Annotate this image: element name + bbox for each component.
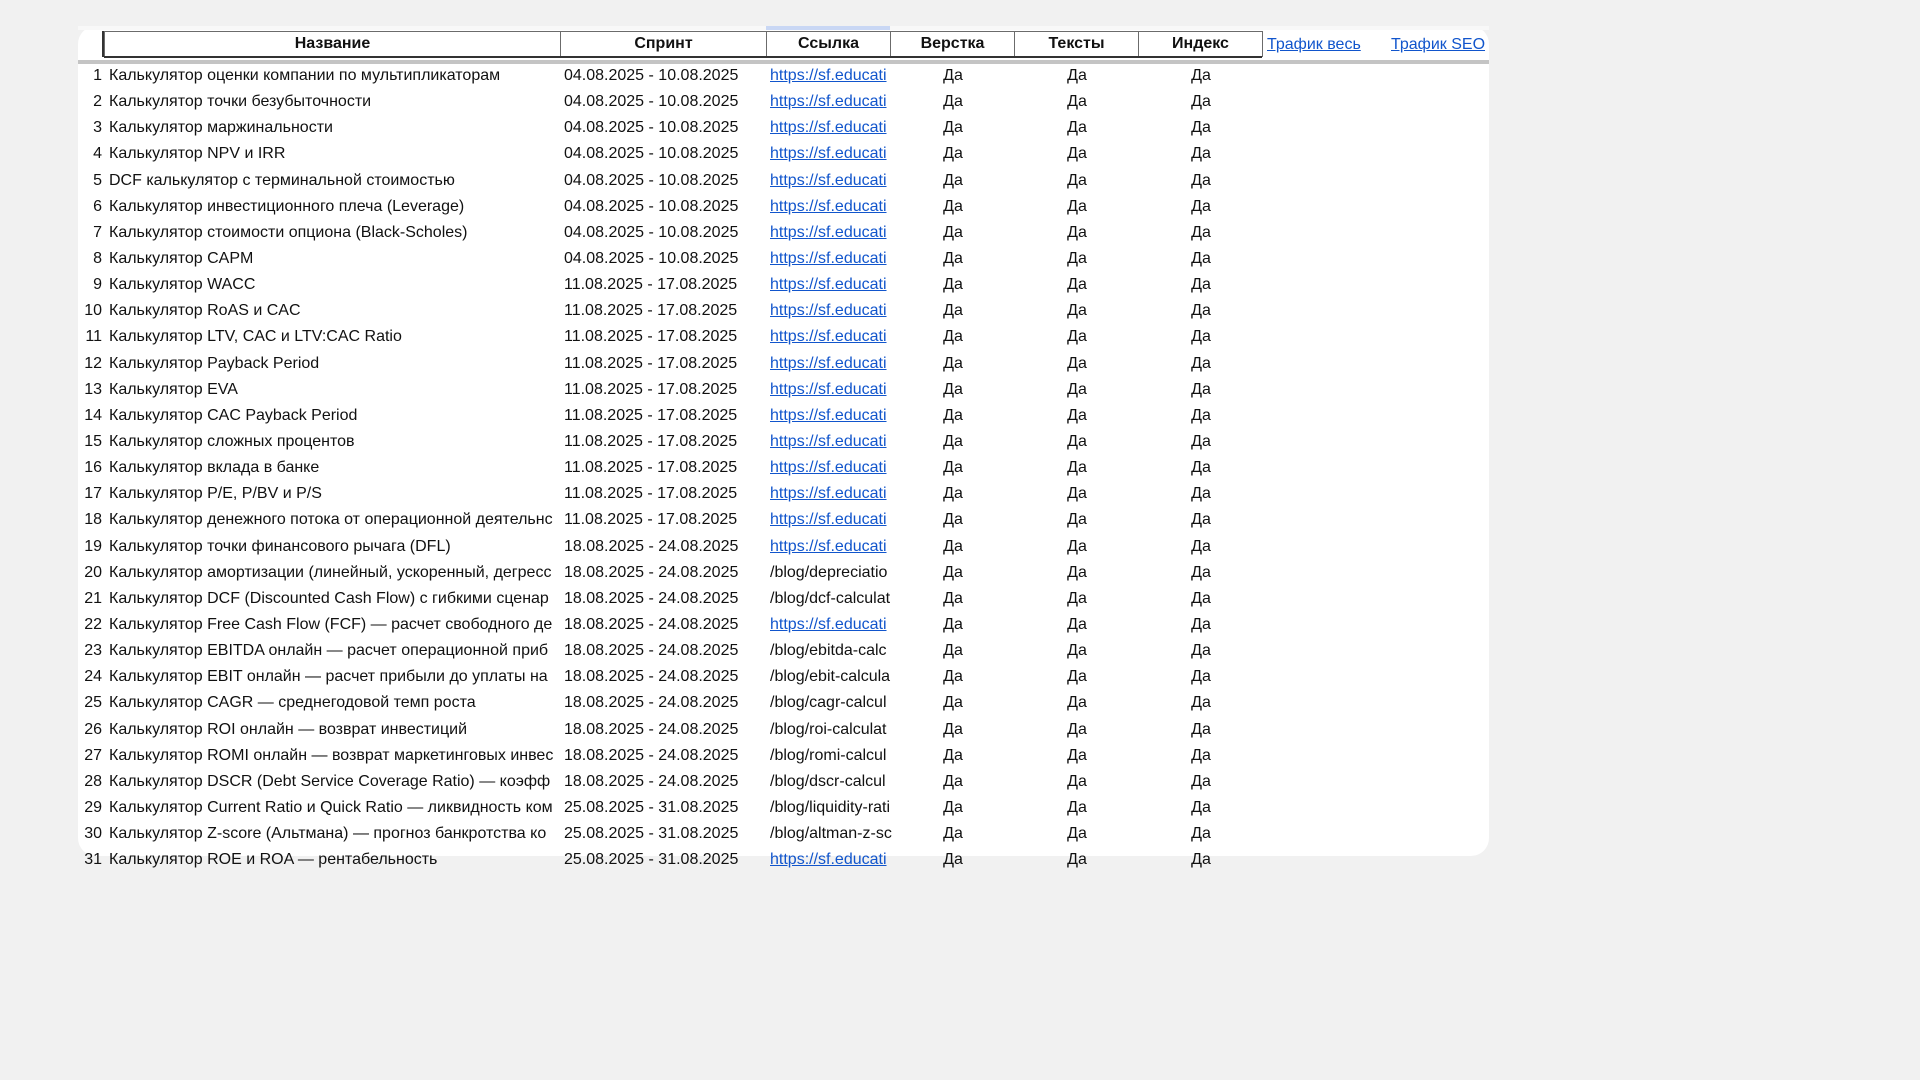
cell-texts[interactable]: Да: [1067, 171, 1087, 189]
cell-markup[interactable]: Да: [943, 511, 963, 529]
cell-link-url[interactable]: https://sf.educati: [770, 328, 887, 346]
cell-texts[interactable]: Да: [1067, 589, 1087, 607]
cell-name[interactable]: Калькулятор сложных процентов: [109, 432, 355, 450]
table-row[interactable]: [78, 272, 1489, 298]
cell-name[interactable]: Калькулятор амортизации (линейный, ускоренный, дегресс: [109, 563, 552, 581]
cell-name[interactable]: Калькулятор EVA: [109, 380, 238, 398]
row-number: 12: [84, 354, 102, 372]
cell-sprint[interactable]: 11.08.2025 - 17.08.2025: [564, 511, 738, 529]
cell-markup[interactable]: Да: [943, 432, 963, 450]
table-row[interactable]: [78, 586, 1489, 612]
cell-texts[interactable]: Да: [1067, 354, 1087, 372]
cell-sprint[interactable]: 11.08.2025 - 17.08.2025: [564, 302, 738, 320]
cell-link-url[interactable]: https://sf.educati: [770, 171, 887, 189]
table-row[interactable]: [78, 63, 1489, 89]
table-row[interactable]: [78, 141, 1489, 167]
cell-index[interactable]: Да: [1191, 328, 1211, 346]
cell-markup[interactable]: Да: [943, 485, 963, 503]
cell-markup[interactable]: Да: [943, 563, 963, 581]
cell-sprint[interactable]: 04.08.2025 - 10.08.2025: [564, 171, 739, 189]
row-number: 9: [93, 276, 102, 294]
cell-sprint[interactable]: 18.08.2025 - 24.08.2025: [564, 589, 739, 607]
cell-markup[interactable]: Да: [943, 772, 963, 790]
cell-sprint[interactable]: 11.08.2025 - 17.08.2025: [564, 459, 738, 477]
table-row[interactable]: [78, 847, 1489, 873]
cell-name[interactable]: Калькулятор CAPM: [109, 249, 254, 267]
cell-sprint[interactable]: 18.08.2025 - 24.08.2025: [564, 772, 739, 790]
row-number: 24: [84, 668, 102, 686]
cell-sprint[interactable]: 04.08.2025 - 10.08.2025: [564, 119, 739, 137]
cell-index[interactable]: Да: [1191, 798, 1211, 816]
cell-index[interactable]: Да: [1191, 302, 1211, 320]
cell-link-url[interactable]: https://sf.educati: [770, 249, 887, 267]
row-number: 22: [84, 615, 102, 633]
cell-sprint[interactable]: 11.08.2025 - 17.08.2025: [564, 380, 738, 398]
cell-link-url[interactable]: https://sf.educati: [770, 223, 887, 241]
cell-markup[interactable]: Да: [943, 302, 963, 320]
cell-texts[interactable]: Да: [1067, 328, 1087, 346]
table-row[interactable]: [78, 821, 1489, 847]
cell-index[interactable]: Да: [1191, 485, 1211, 503]
cell-index[interactable]: Да: [1191, 746, 1211, 764]
cell-name[interactable]: Калькулятор ROMI онлайн — возврат маркетинговых инвес: [109, 746, 554, 764]
cell-texts[interactable]: Да: [1067, 825, 1087, 843]
cell-index[interactable]: Да: [1191, 642, 1211, 660]
row-number: 16: [84, 459, 102, 477]
row-number: 31: [84, 851, 102, 869]
cell-markup[interactable]: Да: [943, 798, 963, 816]
cell-link-path[interactable]: /blog/liquidity-rati: [770, 798, 891, 816]
row-number: 11: [85, 328, 102, 346]
cell-sprint[interactable]: 25.08.2025 - 31.08.2025: [564, 851, 739, 869]
cell-sprint[interactable]: 18.08.2025 - 24.08.2025: [564, 615, 739, 633]
cell-index[interactable]: Да: [1191, 119, 1211, 137]
cell-markup[interactable]: Да: [943, 197, 963, 215]
cell-texts[interactable]: Да: [1067, 119, 1087, 137]
cell-name[interactable]: Калькулятор Free Cash Flow (FCF) — расчет свободного де: [109, 615, 553, 633]
cell-link-url[interactable]: https://sf.educati: [770, 406, 887, 424]
cell-link-url[interactable]: https://sf.educati: [770, 145, 887, 163]
cell-name[interactable]: Калькулятор DSCR (Debt Service Coverage Ratio) — коэфф: [109, 772, 551, 790]
cell-link-url[interactable]: https://sf.educati: [770, 93, 887, 111]
cell-markup[interactable]: Да: [943, 93, 963, 111]
cell-name[interactable]: Калькулятор инвестиционного плеча (Leverage): [109, 197, 465, 215]
cell-sprint[interactable]: 04.08.2025 - 10.08.2025: [564, 93, 739, 111]
row-number: 13: [84, 380, 102, 398]
header-markup[interactable]: Верстка: [890, 31, 1015, 57]
cell-texts[interactable]: Да: [1067, 276, 1087, 294]
cell-link-path[interactable]: /blog/dcf-calculat: [770, 589, 891, 607]
cell-markup[interactable]: Да: [943, 223, 963, 241]
cell-name[interactable]: Калькулятор EBIT онлайн — расчет прибыли до уплаты на: [109, 668, 548, 686]
cell-index[interactable]: Да: [1191, 825, 1211, 843]
cell-markup[interactable]: Да: [943, 851, 963, 869]
table-row[interactable]: [78, 168, 1489, 194]
cell-name[interactable]: Калькулятор P/E, P/BV и P/S: [109, 485, 322, 503]
cell-name[interactable]: Калькулятор денежного потока от операционной деятельнс: [109, 511, 553, 529]
cell-texts[interactable]: Да: [1067, 563, 1087, 581]
cell-texts[interactable]: Да: [1067, 851, 1087, 869]
cell-link-path[interactable]: /blog/romi-calcul: [770, 746, 887, 764]
cell-link-path[interactable]: /blog/altman-z-sc: [770, 825, 892, 843]
cell-sprint[interactable]: 04.08.2025 - 10.08.2025: [564, 223, 739, 241]
cell-link-url[interactable]: https://sf.educati: [770, 537, 887, 555]
cell-sprint[interactable]: 18.08.2025 - 24.08.2025: [564, 668, 739, 686]
row-number: 1: [93, 67, 102, 84]
cell-name[interactable]: Калькулятор точки финансового рычага (DFL): [109, 537, 451, 555]
cell-index[interactable]: Да: [1191, 93, 1211, 111]
cell-sprint[interactable]: 18.08.2025 - 24.08.2025: [564, 746, 739, 764]
cell-markup[interactable]: Да: [943, 642, 963, 660]
header-row: [78, 31, 1489, 61]
cell-name[interactable]: Калькулятор Z-score (Альтмана) — прогноз банкротства ко: [109, 825, 547, 843]
table-row[interactable]: [78, 769, 1489, 795]
cell-index[interactable]: Да: [1191, 589, 1211, 607]
header-name[interactable]: Название: [104, 31, 561, 57]
header-traffic-seo-link[interactable]: Трафик SEO: [1391, 36, 1486, 53]
cell-texts[interactable]: Да: [1067, 615, 1087, 633]
row-number-corner: [78, 31, 104, 57]
cell-sprint[interactable]: 18.08.2025 - 24.08.2025: [564, 537, 739, 555]
cell-texts[interactable]: Да: [1067, 668, 1087, 686]
table-row[interactable]: [78, 795, 1489, 821]
cell-index[interactable]: Да: [1191, 406, 1211, 424]
row-number: 26: [84, 720, 102, 738]
cell-markup[interactable]: Да: [943, 171, 963, 189]
cell-markup[interactable]: Да: [943, 328, 963, 346]
cell-texts[interactable]: Да: [1067, 798, 1087, 816]
cell-markup[interactable]: Да: [943, 459, 963, 477]
cell-sprint[interactable]: 18.08.2025 - 24.08.2025: [564, 642, 739, 660]
cell-sprint[interactable]: 04.08.2025 - 10.08.2025: [564, 197, 739, 215]
row-number: 27: [84, 746, 102, 764]
cell-index[interactable]: Да: [1191, 223, 1211, 241]
table-row[interactable]: [78, 612, 1489, 638]
cell-name[interactable]: Калькулятор ROE и ROA — рентабельность: [109, 851, 438, 869]
cell-markup[interactable]: Да: [943, 668, 963, 686]
cell-texts[interactable]: Да: [1067, 511, 1087, 529]
cell-name[interactable]: DCF калькулятор с терминальной стоимостью: [109, 171, 455, 189]
table-row[interactable]: [78, 89, 1489, 115]
cell-texts[interactable]: Да: [1067, 694, 1087, 712]
cell-texts[interactable]: Да: [1067, 197, 1087, 215]
table-row[interactable]: [78, 403, 1489, 429]
cell-index[interactable]: Да: [1191, 537, 1211, 555]
cell-name[interactable]: Калькулятор Payback Period: [109, 354, 320, 372]
cell-link-path[interactable]: /blog/depreciatio: [770, 563, 888, 581]
header-index[interactable]: Индекс: [1138, 31, 1263, 57]
cell-markup[interactable]: Да: [943, 825, 963, 843]
cell-name[interactable]: Калькулятор LTV, CAC и LTV:CAC Ratio: [109, 328, 402, 346]
spreadsheet: [78, 26, 1489, 869]
cell-markup[interactable]: Да: [943, 119, 963, 137]
table-row[interactable]: [78, 298, 1489, 324]
cell-index[interactable]: Да: [1191, 145, 1211, 163]
cell-index[interactable]: Да: [1191, 511, 1211, 529]
row-number: 3: [93, 119, 102, 137]
cell-name[interactable]: Калькулятор Current Ratio и Quick Ratio — ликвидность ком: [109, 798, 553, 816]
table-body: [78, 63, 1489, 873]
cell-index[interactable]: Да: [1191, 851, 1211, 869]
row-number: 28: [84, 772, 102, 790]
cell-link-url[interactable]: https://sf.educati: [770, 276, 887, 294]
table-row[interactable]: [78, 324, 1489, 350]
cell-link-url[interactable]: https://sf.educati: [770, 511, 887, 529]
cell-markup[interactable]: Да: [943, 406, 963, 424]
cell-texts[interactable]: Да: [1067, 93, 1087, 111]
cell-sprint[interactable]: 04.08.2025 - 10.08.2025: [564, 67, 739, 84]
row-number: 17: [84, 485, 102, 503]
table-row[interactable]: [78, 717, 1489, 743]
cell-texts[interactable]: Да: [1067, 302, 1087, 320]
row-number: 29: [84, 798, 102, 816]
cell-texts[interactable]: Да: [1067, 145, 1087, 163]
cell-link-url[interactable]: https://sf.educati: [770, 485, 887, 503]
row-number: 20: [84, 563, 102, 581]
table-row[interactable]: [78, 220, 1489, 246]
column-header-strip: [78, 26, 1489, 30]
cell-link-path[interactable]: /blog/ebitda-calc: [770, 642, 887, 660]
row-number: 8: [93, 249, 102, 267]
cell-link-url[interactable]: https://sf.educati: [770, 302, 887, 320]
cell-link-url[interactable]: https://sf.educati: [770, 354, 887, 372]
row-number: 14: [84, 406, 102, 424]
header-sprint[interactable]: Спринт: [560, 31, 767, 57]
cell-texts[interactable]: Да: [1067, 249, 1087, 267]
table-row[interactable]: [78, 560, 1489, 586]
cell-sprint[interactable]: 11.08.2025 - 17.08.2025: [564, 354, 738, 372]
cell-sprint[interactable]: 11.08.2025 - 17.08.2025: [564, 328, 738, 346]
cell-sprint[interactable]: 11.08.2025 - 17.08.2025: [564, 276, 738, 294]
cell-index[interactable]: Да: [1191, 171, 1211, 189]
row-number: 10: [84, 302, 102, 320]
table-row[interactable]: [78, 429, 1489, 455]
cell-index[interactable]: Да: [1191, 197, 1211, 215]
row-number: 15: [84, 432, 102, 450]
table-row[interactable]: [78, 351, 1489, 377]
cell-link-path[interactable]: /blog/dscr-calcul: [770, 772, 886, 790]
cell-texts[interactable]: Да: [1067, 223, 1087, 241]
table-row[interactable]: [78, 534, 1489, 560]
cell-name[interactable]: Калькулятор маржинальности: [109, 119, 333, 137]
cell-texts[interactable]: Да: [1067, 67, 1087, 84]
cell-sprint[interactable]: 11.08.2025 - 17.08.2025: [564, 432, 738, 450]
cell-texts[interactable]: Да: [1067, 406, 1087, 424]
cell-texts[interactable]: Да: [1067, 432, 1087, 450]
cell-link-path[interactable]: /blog/cagr-calcul: [770, 694, 887, 712]
cell-texts[interactable]: Да: [1067, 537, 1087, 555]
table-row[interactable]: [78, 377, 1489, 403]
cell-markup[interactable]: Да: [943, 589, 963, 607]
table-row[interactable]: [78, 115, 1489, 141]
cell-name[interactable]: Калькулятор WACC: [109, 276, 256, 294]
table-row[interactable]: [78, 743, 1489, 769]
cell-texts[interactable]: Да: [1067, 380, 1087, 398]
cell-index[interactable]: Да: [1191, 67, 1211, 84]
cell-link-url[interactable]: https://sf.educati: [770, 380, 887, 398]
cell-sprint[interactable]: 04.08.2025 - 10.08.2025: [564, 145, 739, 163]
row-number: 25: [84, 694, 102, 712]
row-number: 6: [93, 197, 102, 215]
header-traffic-all-link[interactable]: Трафик весь: [1267, 36, 1361, 53]
cell-sprint[interactable]: 18.08.2025 - 24.08.2025: [564, 563, 739, 581]
cell-index[interactable]: Да: [1191, 694, 1211, 712]
cell-sprint[interactable]: 18.08.2025 - 24.08.2025: [564, 694, 739, 712]
header-texts[interactable]: Тексты: [1014, 31, 1139, 57]
cell-index[interactable]: Да: [1191, 249, 1211, 267]
cell-index[interactable]: Да: [1191, 276, 1211, 294]
cell-name[interactable]: Калькулятор стоимости опциона (Black-Scholes): [109, 223, 468, 241]
cell-index[interactable]: Да: [1191, 668, 1211, 686]
cell-sprint[interactable]: 11.08.2025 - 17.08.2025: [564, 406, 738, 424]
row-number: 4: [93, 145, 102, 163]
cell-link-url[interactable]: https://sf.educati: [770, 432, 887, 450]
cell-markup[interactable]: Да: [943, 746, 963, 764]
row-number: 30: [84, 825, 102, 843]
cell-link-path[interactable]: /blog/ebit-calcula: [770, 668, 891, 686]
cell-link-url[interactable]: https://sf.educati: [770, 119, 887, 137]
table-row[interactable]: [78, 455, 1489, 481]
row-number: 18: [84, 511, 102, 529]
cell-texts[interactable]: Да: [1067, 720, 1087, 738]
table-row[interactable]: [78, 638, 1489, 664]
cell-texts[interactable]: Да: [1067, 485, 1087, 503]
cell-link-url[interactable]: https://sf.educati: [770, 67, 887, 84]
cell-markup[interactable]: Да: [943, 67, 963, 84]
row-number: 21: [84, 589, 102, 607]
row-number: 5: [93, 171, 102, 189]
cell-texts[interactable]: Да: [1067, 772, 1087, 790]
cell-index[interactable]: Да: [1191, 772, 1211, 790]
cell-markup[interactable]: Да: [943, 615, 963, 633]
table-row[interactable]: [78, 664, 1489, 690]
cell-sprint[interactable]: 25.08.2025 - 31.08.2025: [564, 798, 739, 816]
cell-sprint[interactable]: 18.08.2025 - 24.08.2025: [564, 720, 739, 738]
cell-markup[interactable]: Да: [943, 354, 963, 372]
cell-index[interactable]: Да: [1191, 563, 1211, 581]
cell-sprint[interactable]: 11.08.2025 - 17.08.2025: [564, 485, 738, 503]
table-row[interactable]: [78, 507, 1489, 533]
cell-name[interactable]: Калькулятор ROI онлайн — возврат инвестиций: [109, 720, 468, 738]
cell-name[interactable]: Калькулятор точки безубыточности: [109, 93, 372, 111]
cell-index[interactable]: Да: [1191, 459, 1211, 477]
row-number: 7: [93, 223, 102, 241]
cell-name[interactable]: Калькулятор NPV и IRR: [109, 145, 286, 163]
cell-name[interactable]: Калькулятор CAGR — среднегодовой темп роста: [109, 694, 476, 712]
row-number: 23: [84, 642, 102, 660]
cell-link-url[interactable]: https://sf.educati: [770, 851, 887, 869]
table-row[interactable]: [78, 481, 1489, 507]
cell-markup[interactable]: Да: [943, 145, 963, 163]
selected-column-indicator: [766, 26, 890, 30]
cell-name[interactable]: Калькулятор EBITDA онлайн — расчет операционной приб: [109, 642, 549, 660]
cell-markup[interactable]: Да: [943, 694, 963, 712]
cell-index[interactable]: Да: [1191, 354, 1211, 372]
cell-name[interactable]: Калькулятор CAC Payback Period: [109, 406, 358, 424]
cell-sprint[interactable]: 04.08.2025 - 10.08.2025: [564, 249, 739, 267]
cell-name[interactable]: Калькулятор DCF (Discounted Cash Flow) с гибкими сценар: [109, 589, 549, 607]
cell-link-url[interactable]: https://sf.educati: [770, 615, 887, 633]
header-bottom-border: [104, 56, 1262, 58]
cell-markup[interactable]: Да: [943, 720, 963, 738]
cell-name[interactable]: Калькулятор оценки компании по мультипликаторам: [109, 67, 501, 84]
cell-name[interactable]: Калькулятор вклада в банке: [109, 459, 320, 477]
cell-markup[interactable]: Да: [943, 276, 963, 294]
cell-index[interactable]: Да: [1191, 720, 1211, 738]
cell-markup[interactable]: Да: [943, 537, 963, 555]
table-row[interactable]: [78, 194, 1489, 220]
cell-link-url[interactable]: https://sf.educati: [770, 197, 887, 215]
cell-link-url[interactable]: https://sf.educati: [770, 459, 887, 477]
cell-texts[interactable]: Да: [1067, 459, 1087, 477]
row-number: 19: [84, 537, 102, 555]
cell-texts[interactable]: Да: [1067, 642, 1087, 660]
cell-texts[interactable]: Да: [1067, 746, 1087, 764]
cell-markup[interactable]: Да: [943, 380, 963, 398]
cell-sprint[interactable]: 25.08.2025 - 31.08.2025: [564, 825, 739, 843]
row-number: 2: [93, 93, 102, 111]
cell-name[interactable]: Калькулятор RoAS и CAC: [109, 302, 301, 320]
cell-index[interactable]: Да: [1191, 432, 1211, 450]
cell-index[interactable]: Да: [1191, 615, 1211, 633]
cell-index[interactable]: Да: [1191, 380, 1211, 398]
header-link[interactable]: Ссылка: [766, 31, 891, 57]
cell-link-path[interactable]: /blog/roi-calculat: [770, 720, 887, 738]
table-row[interactable]: [78, 690, 1489, 716]
table-row[interactable]: [78, 246, 1489, 272]
cell-markup[interactable]: Да: [943, 249, 963, 267]
